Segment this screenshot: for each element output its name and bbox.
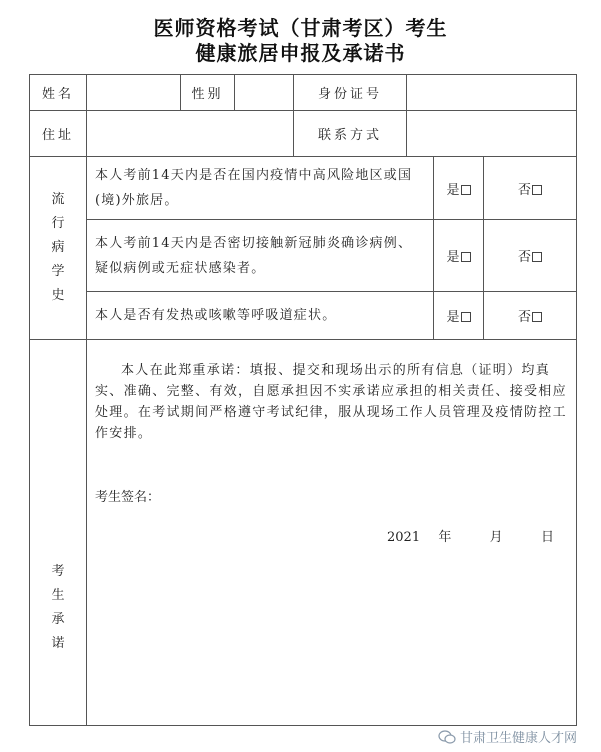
checkbox-icon[interactable]: [532, 185, 542, 195]
promise-label-char: 承: [51, 611, 65, 627]
address-field[interactable]: [87, 111, 294, 157]
form-title: 医师资格考试（甘肃考区）考生: [153, 16, 448, 40]
promise-label-char: 诺: [51, 635, 65, 651]
history-row-2: [30, 220, 577, 292]
id-number-label: 身份证号: [294, 75, 407, 111]
row-contact-info: [30, 111, 577, 157]
yes-label: 是: [446, 250, 460, 265]
promise-section-label: [30, 340, 87, 726]
checkbox-icon[interactable]: [532, 252, 542, 262]
gender-label: 性别: [181, 75, 235, 111]
yes-option-1[interactable]: [434, 157, 484, 220]
promise-label-char: 考: [51, 563, 65, 579]
history-question-3: 本人是否有发热或咳嗽等呼吸道症状。: [87, 292, 434, 340]
name-field[interactable]: [87, 75, 181, 111]
no-label: 否: [518, 182, 532, 198]
checkbox-icon[interactable]: [532, 312, 542, 322]
history-row-3: [30, 292, 577, 340]
contact-field[interactable]: [407, 111, 577, 157]
no-option-3[interactable]: [484, 292, 577, 340]
no-label: 否: [518, 250, 532, 265]
history-section-label: [30, 157, 87, 340]
history-label-char: 流: [51, 192, 65, 207]
checkbox-icon[interactable]: [461, 185, 471, 195]
promise-label-char: 生: [51, 587, 65, 603]
yes-label: 是: [446, 310, 460, 325]
history-label-char: 史: [51, 288, 65, 303]
checkbox-icon[interactable]: [461, 312, 471, 322]
history-label-char: 学: [51, 264, 65, 279]
yes-label: 是: [446, 182, 460, 198]
watermark: [438, 727, 577, 746]
gender-field[interactable]: [235, 75, 294, 111]
yes-option-3[interactable]: [434, 292, 484, 340]
no-option-1[interactable]: [484, 157, 577, 220]
name-label: 姓名: [30, 75, 87, 111]
history-label-char: 行: [51, 216, 65, 231]
history-row-1: [30, 157, 577, 220]
date-month-unit: 月: [489, 530, 503, 545]
yes-option-2[interactable]: [434, 220, 484, 292]
date-day-unit: 日: [540, 530, 554, 545]
wechat-icon: [438, 730, 456, 744]
form-subtitle: 健康旅居申报及承诺书: [195, 41, 406, 65]
signature-date: [387, 526, 554, 545]
signature-label: 考生签名：: [95, 490, 161, 505]
history-label-char: 病: [51, 240, 65, 255]
row-basic-info: [30, 75, 577, 111]
contact-label: 联系方式: [294, 111, 407, 157]
date-year-unit: 年: [438, 530, 452, 545]
history-question-2: 本人考前14天内是否密切接触新冠肺炎确诊病例、疑似病例或无症状感染者。: [87, 220, 434, 292]
promise-content: [87, 340, 577, 726]
checkbox-icon[interactable]: [461, 252, 471, 262]
id-number-field[interactable]: [407, 75, 577, 111]
address-label: 住址: [30, 111, 87, 157]
no-label: 否: [518, 310, 532, 325]
no-option-2[interactable]: [484, 220, 577, 292]
promise-text: 本人在此郑重承诺：填报、提交和现场出示的所有信息（证明）均真实、准确、完整、有效，自愿承担因不实承诺应承担的相关责任、接受相应处理。在考试期间严格遵守考试纪律，服从现场工作人员管理及疫情防控工作安排。: [95, 363, 567, 441]
watermark-text: 甘肃卫生健康人才网: [460, 731, 578, 746]
history-question-1: 本人考前14天内是否在国内疫情中高风险地区或国(境)外旅居。: [87, 157, 434, 220]
promise-row: [30, 340, 577, 726]
date-year: 2021: [387, 530, 421, 545]
declaration-form-table: [29, 74, 577, 726]
